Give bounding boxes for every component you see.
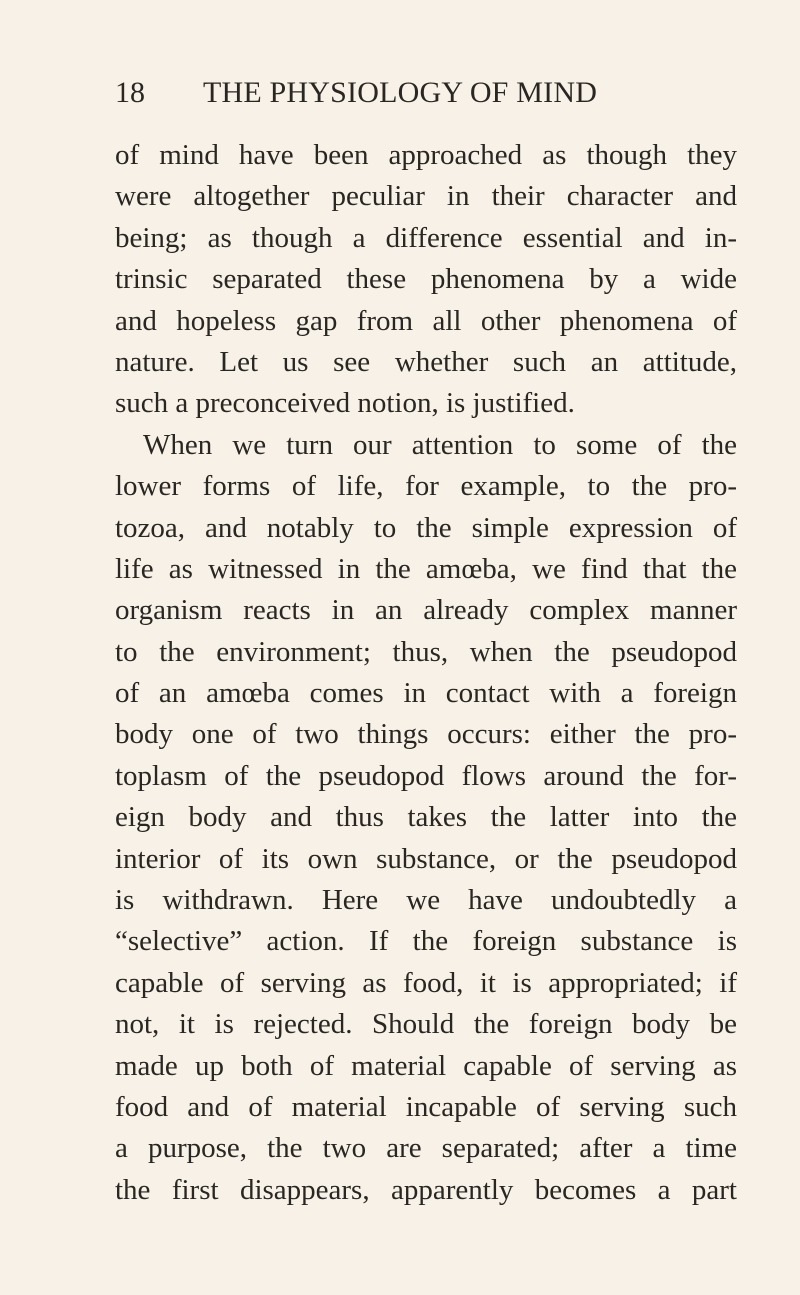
text-line: capable of serving as food, it is appropriated; if (115, 966, 737, 999)
text-line: lower forms of life, for example, to the pro- (115, 470, 737, 503)
text-line: such a preconceived notion, is justified. (115, 387, 575, 420)
text-line: the first disappears, apparently becomes a part (115, 1173, 737, 1206)
text-line: being; as though a difference essential and in- (115, 221, 737, 254)
text-line: made up both of material capable of serving as (115, 1049, 737, 1082)
text-line: body one of two things occurs: either the pro- (115, 718, 737, 751)
text-line: tozoa, and notably to the simple expression of (115, 511, 737, 544)
page-number: 18 (115, 76, 145, 109)
text-line: trinsic separated these phenomena by a wide (115, 263, 737, 296)
text-line: When we turn our attention to some of the (143, 428, 737, 461)
text-line: interior of its own substance, or the pseudopod (115, 842, 737, 875)
text-line: of mind have been approached as though they (115, 139, 737, 171)
text-line: food and of material incapable of serving such (115, 1090, 737, 1123)
text-line: of an amœba comes in contact with a foreign (115, 677, 737, 710)
text-line: eign body and thus takes the latter into the (115, 801, 737, 834)
page-header (115, 73, 685, 113)
text-line: a purpose, the two are separated; after a time (115, 1132, 737, 1165)
text-line: nature. Let us see whether such an attitude, (115, 345, 737, 378)
body-text (115, 135, 737, 1211)
text-line: organism reacts in an already complex manner (115, 594, 737, 627)
text-line: were altogether peculiar in their character and (115, 180, 737, 213)
text-line: “selective” action. If the foreign substance is (115, 925, 737, 958)
text-line: to the environment; thus, when the pseudopod (115, 635, 737, 668)
running-title: THE PHYSIOLOGY OF MIND (202, 76, 598, 109)
text-line: life as witnessed in the amœba, we find that the (115, 552, 737, 585)
text-line: is withdrawn. Here we have undoubtedly a (115, 884, 737, 917)
text-line: toplasm of the pseudopod flows around the for- (115, 759, 737, 792)
text-line: not, it is rejected. Should the foreign body be (115, 1008, 737, 1041)
text-line: and hopeless gap from all other phenomena of (115, 304, 737, 337)
